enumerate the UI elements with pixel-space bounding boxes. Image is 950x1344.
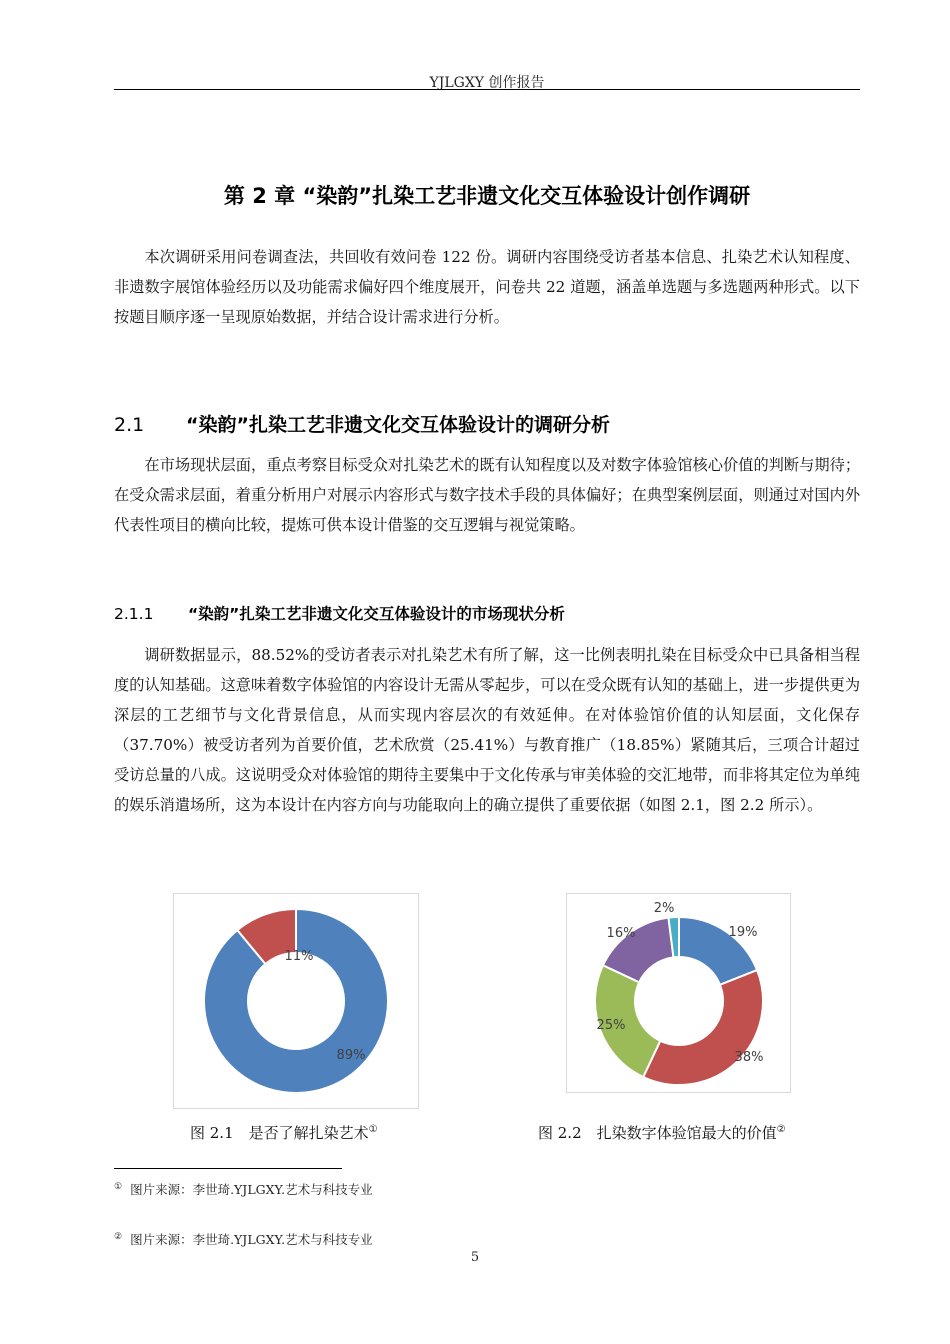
caption-text: 图 2.1 是否了解扎染艺术 — [190, 1124, 369, 1142]
donut-chart-value — [567, 894, 790, 1092]
footnote-2 — [114, 1230, 373, 1248]
chart1-data-label-0: 89% — [336, 1048, 366, 1063]
running-header: YJLGXY 创作报告 — [429, 75, 545, 91]
footnote-1 — [114, 1180, 373, 1198]
footnote-text: 图片来源：李世琦.YJLGXY.艺术与科技专业 — [130, 1182, 373, 1197]
subsection-title: “染韵”扎染工艺非遗文化交互体验设计的市场现状分析 — [188, 605, 565, 623]
chart2-data-label-3: 16% — [606, 926, 636, 941]
caption-text: 图 2.2 扎染数字体验馆最大的价值 — [538, 1124, 777, 1142]
chart2-data-label-1: 38% — [734, 1050, 764, 1065]
chart2-data-label-0: 19% — [728, 925, 758, 940]
footnote-ref[interactable]: ② — [776, 1124, 786, 1135]
intro-paragraph: 本次调研采用问卷调查法，共回收有效问卷 122 份。调研内容围绕受访者基本信息、扎染艺术认知程度、非遗数字展馆体验经历以及功能需求偏好四个维度展开，问卷共 22 道题，涵盖单选题与多选题两种形式。以下按题目顺序逐一呈现原始数据，并结合设计需求进行分析。 — [114, 248, 860, 326]
footnote-mark: ① — [114, 1181, 123, 1192]
chart2-data-label-4: 2% — [653, 901, 675, 916]
footnote-rule — [114, 1168, 342, 1169]
section-heading-2-1-1 — [114, 602, 860, 624]
section-title: “染韵”扎染工艺非遗文化交互体验设计的调研分析 — [186, 414, 610, 436]
section-heading-2-1 — [114, 410, 860, 437]
section-number: 2.1 — [114, 414, 145, 436]
footnote-text: 图片来源：李世琦.YJLGXY.艺术与科技专业 — [130, 1232, 373, 1247]
chapter-title: 第 2 章 “染韵”扎染工艺非遗文化交互体验设计创作调研 — [223, 184, 751, 208]
footnote-ref[interactable]: ① — [368, 1124, 378, 1135]
section-2-1-1-paragraph: 调研数据显示，88.52%的受访者表示对扎染艺术有所了解，这一比例表明扎染在目标受众中已具备相当程度的认知基础。这意味着数字体验馆的内容设计无需从零起步，可以在受众既有认知的基础上，进一步提供更为深层的工艺细节与文化背景信息，从而实现内容层次的有效延伸。在对体验馆价值的认知层面，文化保存（37.70%）被受访者列为首要价值，艺术欣赏（25.41%）与教育推广（18.85%）紧随其后，三项合计超过受访总量的八成。这说明受众对体验馆的期待主要集中于文化传承与审美体验的交汇地带，而非将其定位为单纯的娱乐消遣场所，这为本设计在内容方向与功能取向上的确立提供了重要依据（如图 2.1，图 2.2 所示）。 — [114, 646, 860, 814]
figure-2-1-chart — [173, 893, 419, 1109]
donut-chart-aware — [174, 894, 418, 1108]
section-2-1-paragraph: 在市场现状层面，重点考察目标受众对扎染艺术的既有认知程度以及对数字体验馆核心价值的判断与期待；在受众需求层面，着重分析用户对展示内容形式与数字技术手段的具体偏好；在典型案例层面，则通过对国内外代表性项目的横向比较，提炼可供本设计借鉴的交互逻辑与视觉策略。 — [114, 456, 860, 534]
subsection-number: 2.1.1 — [114, 605, 154, 623]
figure-2-2-caption — [538, 1122, 786, 1143]
chart1-data-label-1: 11% — [284, 949, 314, 964]
page-number: 5 — [470, 1250, 480, 1265]
figure-2-2-chart — [566, 893, 791, 1093]
chart2-data-label-2: 25% — [596, 1018, 626, 1033]
header-rule — [114, 89, 860, 90]
chart2-slice-1 — [643, 970, 763, 1085]
footnote-mark: ② — [114, 1231, 123, 1242]
figure-2-1-caption — [190, 1122, 378, 1143]
